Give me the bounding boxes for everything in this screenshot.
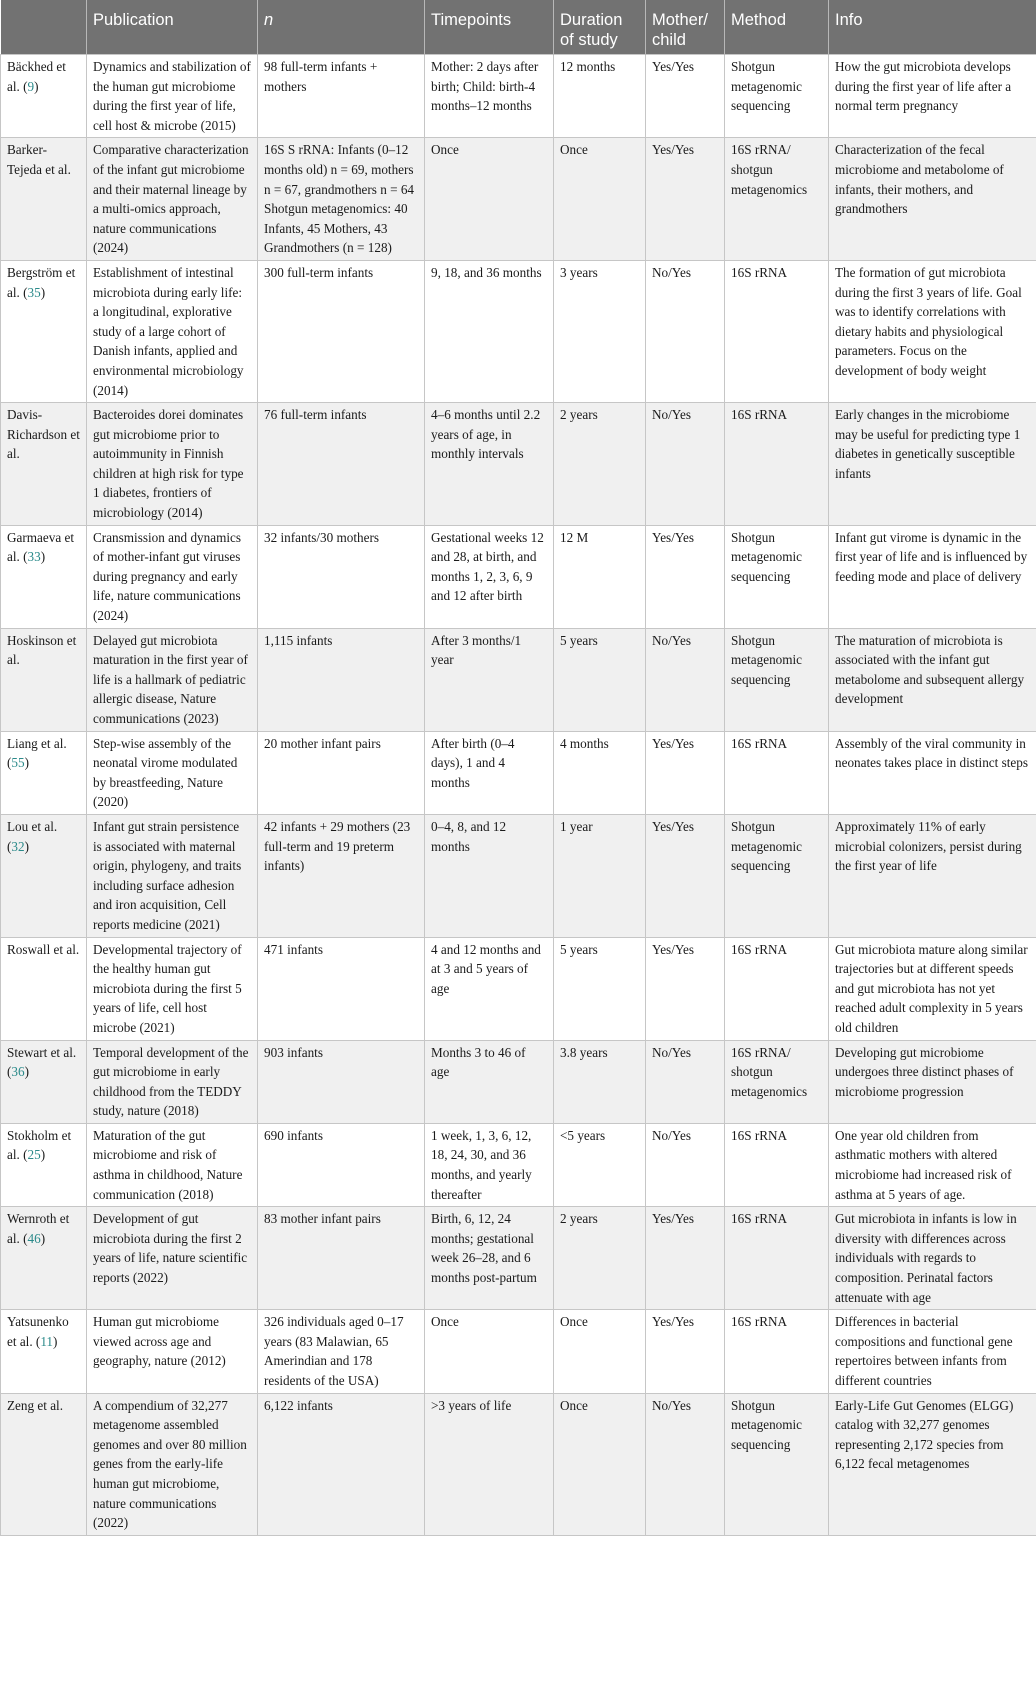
info-cell: Gut microbiota mature along similar trajectories but at different speeds and gut microbiota has not yet reached adult complexity in 5 years old children xyxy=(829,937,1036,1040)
publication-cell: Infant gut strain persistence is associated with maternal origin, phylogeny, and traits including surface adhesion and iron acquisition, Cell reports medicine (2021) xyxy=(87,814,258,937)
n-cell: 903 infants xyxy=(258,1040,425,1123)
method-cell: 16S rRNA xyxy=(725,937,829,1040)
info-cell: Early changes in the microbiome may be useful for predicting type 1 diabetes in genetically susceptible infants xyxy=(829,403,1036,526)
mother-child-cell: Yes/Yes xyxy=(646,55,725,138)
n-cell: 471 infants xyxy=(258,937,425,1040)
info-cell: Early-Life Gut Genomes (ELGG) catalog with 32,277 genomes representing 2,172 species from 6,122 fecal metagenomes xyxy=(829,1393,1036,1535)
info-cell: Developing gut microbiome undergoes three distinct phases of microbiome progression xyxy=(829,1040,1036,1123)
info-cell: Differences in bacterial compositions and functional gene repertoires between infants from different countries xyxy=(829,1310,1036,1393)
n-cell: 1,115 infants xyxy=(258,628,425,731)
author-cell: Lou et al. (32) xyxy=(1,814,87,937)
table-row xyxy=(1,403,1036,526)
table-row xyxy=(1,1393,1036,1535)
mother-child-cell: No/Yes xyxy=(646,403,725,526)
table-row xyxy=(1,731,1036,814)
author-cell: Garmaeva et al. (33) xyxy=(1,525,87,628)
method-cell: Shotgun metagenomic sequencing xyxy=(725,628,829,731)
method-cell: 16S rRNA xyxy=(725,1123,829,1206)
duration-cell: 12 M xyxy=(554,525,646,628)
table-row xyxy=(1,138,1036,261)
timepoints-cell: 4 and 12 months and at 3 and 5 years of age xyxy=(425,937,554,1040)
n-cell: 83 mother infant pairs xyxy=(258,1207,425,1310)
duration-cell: 5 years xyxy=(554,937,646,1040)
publication-cell: Maturation of the gut microbiome and risk of asthma in childhood, Nature communication (2018) xyxy=(87,1123,258,1206)
table-row xyxy=(1,1310,1036,1393)
method-cell: 16S rRNA/ shotgun metagenomics xyxy=(725,1040,829,1123)
table-row xyxy=(1,628,1036,731)
publication-cell: Step-wise assembly of the neonatal virome modulated by breastfeeding, Nature (2020) xyxy=(87,731,258,814)
mother-child-cell: Yes/Yes xyxy=(646,731,725,814)
table-row xyxy=(1,937,1036,1040)
info-cell: Gut microbiota in infants is low in diversity with differences across individuals with regards to composition. Perinatal factors attenuate with age xyxy=(829,1207,1036,1310)
header-row xyxy=(1,0,1036,55)
table-row xyxy=(1,260,1036,402)
reference-link[interactable]: 35 xyxy=(27,284,41,300)
publication-cell: Comparative characterization of the infant gut microbiome and their maternal lineage by a multi-omics approach, nature communications (2024) xyxy=(87,138,258,261)
duration-cell: 12 months xyxy=(554,55,646,138)
method-cell: 16S rRNA xyxy=(725,403,829,526)
reference-link[interactable]: 36 xyxy=(11,1064,25,1080)
info-cell: How the gut microbiota develops during the first year of life after a normal term pregnancy xyxy=(829,55,1036,138)
duration-cell: Once xyxy=(554,1310,646,1393)
mother-child-cell: No/Yes xyxy=(646,1040,725,1123)
reference-link[interactable]: 32 xyxy=(11,838,25,854)
header-n: n xyxy=(258,0,425,55)
table-row xyxy=(1,525,1036,628)
table-row xyxy=(1,55,1036,138)
header-publication: Publication xyxy=(87,0,258,55)
info-cell: Approximately 11% of early microbial colonizers, persist during the first year of life xyxy=(829,814,1036,937)
table-body xyxy=(1,55,1036,1536)
publication-cell: Human gut microbiome viewed across age and geography, nature (2012) xyxy=(87,1310,258,1393)
timepoints-cell: After 3 months/1 year xyxy=(425,628,554,731)
timepoints-cell: Once xyxy=(425,138,554,261)
author-cell: Liang et al. (55) xyxy=(1,731,87,814)
mother-child-cell: Yes/Yes xyxy=(646,937,725,1040)
author-cell: Barker-Tejeda et al. xyxy=(1,138,87,261)
duration-cell: Once xyxy=(554,138,646,261)
info-cell: Infant gut virome is dynamic in the first year of life and is influenced by feeding mode and place of delivery xyxy=(829,525,1036,628)
duration-cell: 1 year xyxy=(554,814,646,937)
duration-cell: 2 years xyxy=(554,403,646,526)
method-cell: 16S rRNA/ shotgun metagenomics xyxy=(725,138,829,261)
publication-cell: Development of gut microbiota during the first 2 years of life, nature scientific reports (2022) xyxy=(87,1207,258,1310)
mother-child-cell: Yes/Yes xyxy=(646,525,725,628)
table-row xyxy=(1,1207,1036,1310)
reference-link[interactable]: 33 xyxy=(27,549,41,565)
publication-cell: Delayed gut microbiota maturation in the first year of life is a hallmark of pediatric allergic disease, Nature communications (2023) xyxy=(87,628,258,731)
header-method: Method xyxy=(725,0,829,55)
header-info: Info xyxy=(829,0,1036,55)
n-cell: 32 infants/30 mothers xyxy=(258,525,425,628)
method-cell: Shotgun metagenomic sequencing xyxy=(725,1393,829,1535)
mother-child-cell: Yes/Yes xyxy=(646,1310,725,1393)
publication-cell: Dynamics and stabilization of the human gut microbiome during the first year of life, cell host & microbe (2015) xyxy=(87,55,258,138)
header-timepoints: Timepoints xyxy=(425,0,554,55)
mother-child-cell: Yes/Yes xyxy=(646,1207,725,1310)
timepoints-cell: 4–6 months until 2.2 years of age, in monthly intervals xyxy=(425,403,554,526)
timepoints-cell: Once xyxy=(425,1310,554,1393)
timepoints-cell: Mother: 2 days after birth; Child: birth-4 months–12 months xyxy=(425,55,554,138)
publication-cell: Cransmission and dynamics of mother-infant gut viruses during pregnancy and early life, nature communications (2024) xyxy=(87,525,258,628)
timepoints-cell: >3 years of life xyxy=(425,1393,554,1535)
duration-cell: 3 years xyxy=(554,260,646,402)
duration-cell: Once xyxy=(554,1393,646,1535)
table-row xyxy=(1,814,1036,937)
publication-cell: Developmental trajectory of the healthy human gut microbiota during the first 5 years of life, cell host microbe (2021) xyxy=(87,937,258,1040)
info-cell: The maturation of microbiota is associated with the infant gut metabolome and subsequent allergy development xyxy=(829,628,1036,731)
author-cell: Stewart et al. (36) xyxy=(1,1040,87,1123)
author-cell: Bäckhed et al. (9) xyxy=(1,55,87,138)
mother-child-cell: No/Yes xyxy=(646,628,725,731)
method-cell: 16S rRNA xyxy=(725,1207,829,1310)
duration-cell: <5 years xyxy=(554,1123,646,1206)
duration-cell: 2 years xyxy=(554,1207,646,1310)
n-cell: 690 infants xyxy=(258,1123,425,1206)
publication-cell: Bacteroides dorei dominates gut microbiome prior to autoimmunity in Finnish children at high risk for type 1 diabetes, frontiers of microbiology (2014) xyxy=(87,403,258,526)
timepoints-cell: 0–4, 8, and 12 months xyxy=(425,814,554,937)
author-cell: Wernroth et al. (46) xyxy=(1,1207,87,1310)
author-cell: Hoskinson et al. xyxy=(1,628,87,731)
n-cell: 98 full-term infants + mothers xyxy=(258,55,425,138)
n-cell: 42 infants + 29 mothers (23 full-term and 19 preterm infants) xyxy=(258,814,425,937)
n-cell: 326 individuals aged 0–17 years (83 Malawian, 65 Amerindian and 178 residents of the USA) xyxy=(258,1310,425,1393)
method-cell: Shotgun metagenomic sequencing xyxy=(725,814,829,937)
duration-cell: 4 months xyxy=(554,731,646,814)
reference-link[interactable]: 25 xyxy=(27,1147,41,1163)
method-cell: Shotgun metagenomic sequencing xyxy=(725,525,829,628)
author-cell: Yatsunenko et al. (11) xyxy=(1,1310,87,1393)
header-duration: Duration of study xyxy=(554,0,646,55)
info-cell: The formation of gut microbiota during the first 3 years of life. Goal was to identify correlations with dietary habits and physiological parameters. Focus on the development of body weight xyxy=(829,260,1036,402)
timepoints-cell: Birth, 6, 12, 24 months; gestational week 26–28, and 6 months post-partum xyxy=(425,1207,554,1310)
author-cell: Roswall et al. xyxy=(1,937,87,1040)
reference-link[interactable]: 46 xyxy=(27,1230,41,1246)
reference-link[interactable]: 11 xyxy=(40,1333,54,1349)
n-cell: 6,122 infants xyxy=(258,1393,425,1535)
mother-child-cell: Yes/Yes xyxy=(646,138,725,261)
table-row xyxy=(1,1040,1036,1123)
n-cell: 76 full-term infants xyxy=(258,403,425,526)
info-cell: Characterization of the fecal microbiome and metabolome of infants, their mothers, and grandmothers xyxy=(829,138,1036,261)
timepoints-cell: After birth (0–4 days), 1 and 4 months xyxy=(425,731,554,814)
method-cell: 16S rRNA xyxy=(725,731,829,814)
info-cell: Assembly of the viral community in neonates takes place in distinct steps xyxy=(829,731,1036,814)
n-cell: 300 full-term infants xyxy=(258,260,425,402)
publication-cell: A compendium of 32,277 metagenome assembled genomes and over 80 million genes from the early-life human gut microbiome, nature communications (2022) xyxy=(87,1393,258,1535)
mother-child-cell: No/Yes xyxy=(646,1393,725,1535)
mother-child-cell: No/Yes xyxy=(646,1123,725,1206)
author-cell: Davis-Richardson et al. xyxy=(1,403,87,526)
author-cell: Stokholm et al. (25) xyxy=(1,1123,87,1206)
author-cell: Zeng et al. xyxy=(1,1393,87,1535)
method-cell: 16S rRNA xyxy=(725,1310,829,1393)
timepoints-cell: Gestational weeks 12 and 28, at birth, and months 1, 2, 3, 6, 9 and 12 after birth xyxy=(425,525,554,628)
duration-cell: 3.8 years xyxy=(554,1040,646,1123)
publication-cell: Temporal development of the gut microbiome in early childhood from the TEDDY study, nature (2018) xyxy=(87,1040,258,1123)
n-cell: 16S S rRNA: Infants (0–12 months old) n = 69, mothers n = 67, grandmothers n = 64 Shotgun metagenomics: 40 Infants, 45 Mothers, 43 Grandmothers (n = 128) xyxy=(258,138,425,261)
info-cell: One year old children from asthmatic mothers with altered microbiome had increased risk of asthma at 5 years of age. xyxy=(829,1123,1036,1206)
mother-child-cell: Yes/Yes xyxy=(646,814,725,937)
header-mother-child: Mother/ child xyxy=(646,0,725,55)
method-cell: Shotgun metagenomic sequencing xyxy=(725,55,829,138)
method-cell: 16S rRNA xyxy=(725,260,829,402)
author-cell: Bergström et al. (35) xyxy=(1,260,87,402)
timepoints-cell: 1 week, 1, 3, 6, 12, 18, 24, 30, and 36 months, and yearly thereafter xyxy=(425,1123,554,1206)
mother-child-cell: No/Yes xyxy=(646,260,725,402)
publication-cell: Establishment of intestinal microbiota during early life: a longitudinal, explorative study of a large cohort of Danish infants, applied and environmental microbiology (2014) xyxy=(87,260,258,402)
header-author xyxy=(1,0,87,55)
timepoints-cell: 9, 18, and 36 months xyxy=(425,260,554,402)
timepoints-cell: Months 3 to 46 of age xyxy=(425,1040,554,1123)
reference-link[interactable]: 9 xyxy=(27,78,35,94)
reference-link[interactable]: 55 xyxy=(11,755,25,771)
duration-cell: 5 years xyxy=(554,628,646,731)
n-cell: 20 mother infant pairs xyxy=(258,731,425,814)
table-row xyxy=(1,1123,1036,1206)
